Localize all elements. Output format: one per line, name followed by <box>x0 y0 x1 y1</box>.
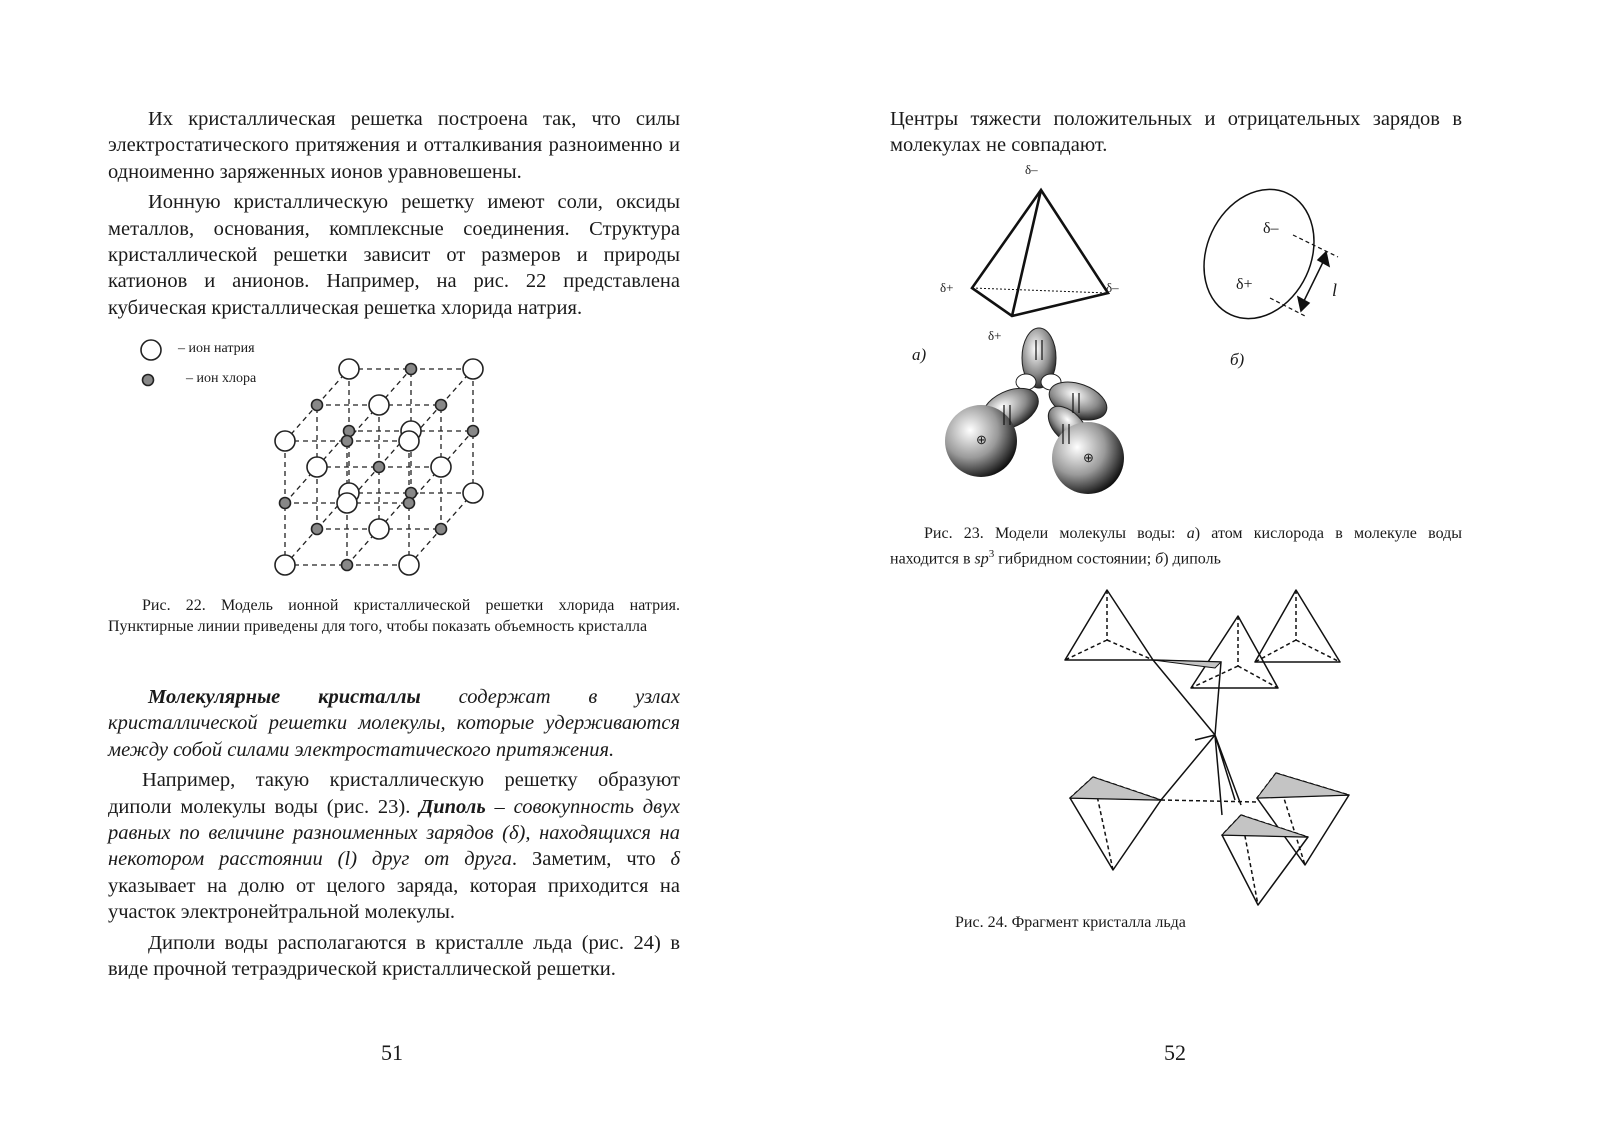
term-dipole: Диполь <box>419 795 486 818</box>
paragraph-ionic-lattice: Ионную кристаллическую решетку имеют соли, оксиды металлов, основания, комплексные соединения. Структура кристаллической решетки зависит от размеров и природы катионов и анионов. Например, на рис. 22 представлена кубическая кристаллическая решетка хлорида натрия. <box>108 191 680 319</box>
right-intro-text <box>890 106 1462 159</box>
paragraph-charge-centers: Центры тяжести положительных и отрицательных зарядов в молекулах не совпадают. <box>890 108 1462 157</box>
fig24-ice-fragment <box>1065 580 1365 910</box>
fig23-caption-part5: ) диполь <box>1163 550 1221 568</box>
fig22-caption <box>108 595 680 637</box>
paragraph-molecular-crystals <box>108 684 680 763</box>
chlorine-ion <box>312 524 323 535</box>
right-page <box>800 0 1600 1131</box>
dipole-definition: – совокупность двух равных по величине разноименных зарядов (δ), находящихся на некотором расстоянии (l) друг от друга <box>108 795 680 871</box>
plus-sign-left: ⊕ <box>976 432 987 447</box>
fig23-caption-sp: sp <box>974 550 989 568</box>
paragraph-ice-dipoles: Диполи воды располагаются в кристалле льда (рис. 24) в виде прочной тетраэдрической кристаллической решетки. <box>108 931 680 981</box>
fig23-caption-part4: гибридном состоянии; <box>994 550 1156 568</box>
tetrahedron-edges <box>972 190 1108 316</box>
chlorine-ion <box>436 400 447 411</box>
fig23-caption-text <box>890 523 1462 569</box>
chlorine-ion <box>342 436 353 447</box>
paragraph-dipole <box>108 767 680 925</box>
fig22-caption-text: Рис. 22. Модель ионной кристаллической решетки хлорида натрия. Пунктирные линии приведены для того, чтобы показать объемность кристалла <box>108 597 680 635</box>
sodium-ion <box>337 493 357 513</box>
plus-sign-right: ⊕ <box>1083 450 1094 465</box>
fig23-caption-part1: Рис. 23. Модели молекулы воды: <box>924 525 1187 542</box>
dipole-delta-plus: δ+ <box>1236 276 1253 293</box>
tetra-top-left <box>1065 590 1153 660</box>
fig24-caption-text: Рис. 24. Фрагмент кристалла льда <box>955 914 1186 931</box>
sodium-ion <box>307 457 327 477</box>
term-molecular-crystals: Молекулярные кристаллы <box>148 686 421 708</box>
fig23-caption-a: а <box>1186 525 1195 542</box>
chlorine-ion <box>344 426 355 437</box>
chlorine-ion <box>406 488 417 499</box>
fig23-caption-part2: ) атом кислорода в молекуле воды находится в <box>890 525 1462 568</box>
sodium-ion <box>369 395 389 415</box>
chlorine-ion <box>374 462 385 473</box>
chlorine-ion <box>342 560 353 571</box>
label-delta-minus-right: δ– <box>1106 280 1119 295</box>
chlorine-ion <box>436 524 447 535</box>
left-molecular-text <box>108 684 680 982</box>
legend-chlorine-icon <box>143 375 154 386</box>
label-b: б) <box>1230 350 1245 369</box>
page-number-right: 52 <box>1164 1040 1186 1065</box>
dipole-note-a: . Заметим, что <box>511 848 671 871</box>
sodium-ion <box>275 555 295 575</box>
tetra-bottom-center <box>1222 835 1308 905</box>
tetra-bottom-left <box>1070 798 1161 870</box>
chlorine-ion <box>312 400 323 411</box>
label-a: а) <box>912 345 927 364</box>
dipole-intro: Например, такую кристаллическую решетку образуют диполи молекулы воды (рис. 23). <box>108 769 680 818</box>
page-number-left: 51 <box>381 1040 403 1065</box>
fig23-caption-b: б <box>1155 550 1164 568</box>
label-delta-minus-top: δ– <box>1025 162 1038 177</box>
paragraph-ionic-balance: Их кристаллическая решетка построена так, что силы электростатического притяжения и отталкивания разноименно и одноименно заряженных ионов уравновешены. <box>108 108 680 183</box>
sodium-ion <box>463 359 483 379</box>
dipole-note-b: указывает на долю от целого заряда, которая приходится на участок электронейтральной молекулы. <box>108 874 680 924</box>
dipole-delta-minus: δ– <box>1263 220 1279 237</box>
chlorine-ion <box>406 364 417 375</box>
delta-symbol: δ <box>670 848 680 871</box>
dipole-length-label: l <box>1332 280 1338 300</box>
fig23a-tetrahedron <box>930 160 1190 500</box>
molecular-crystals-definition: содержат в узлах кристаллической решетки молекулы, которые удерживаются между собой силами электростатического притяжения. <box>108 686 680 761</box>
label-delta-plus-bottom: δ+ <box>988 328 1002 343</box>
chlorine-ion <box>468 426 479 437</box>
sodium-ion <box>369 519 389 539</box>
legend-sodium-icon <box>141 340 161 360</box>
fig23-caption-sup: 3 <box>988 548 995 560</box>
dipole-ellipse <box>1184 171 1338 336</box>
chlorine-ion <box>404 498 415 509</box>
sodium-ion <box>463 483 483 503</box>
sodium-ion <box>431 457 451 477</box>
tetra-top-right <box>1255 590 1340 662</box>
sodium-ion <box>399 555 419 575</box>
tetra-middle <box>1191 616 1278 688</box>
sodium-ion <box>275 431 295 451</box>
legend-chlorine-label: – ион хлора <box>186 371 257 386</box>
fig23-caption <box>890 523 1462 569</box>
fig23b-dipole <box>1205 180 1385 360</box>
legend-sodium-label: – ион натрия <box>178 341 255 356</box>
fig24-caption <box>955 912 1355 933</box>
label-delta-plus-left: δ+ <box>940 280 954 295</box>
sodium-ion <box>399 431 419 451</box>
left-intro-text <box>108 106 680 321</box>
chlorine-ion <box>280 498 291 509</box>
sodium-ion <box>339 359 359 379</box>
